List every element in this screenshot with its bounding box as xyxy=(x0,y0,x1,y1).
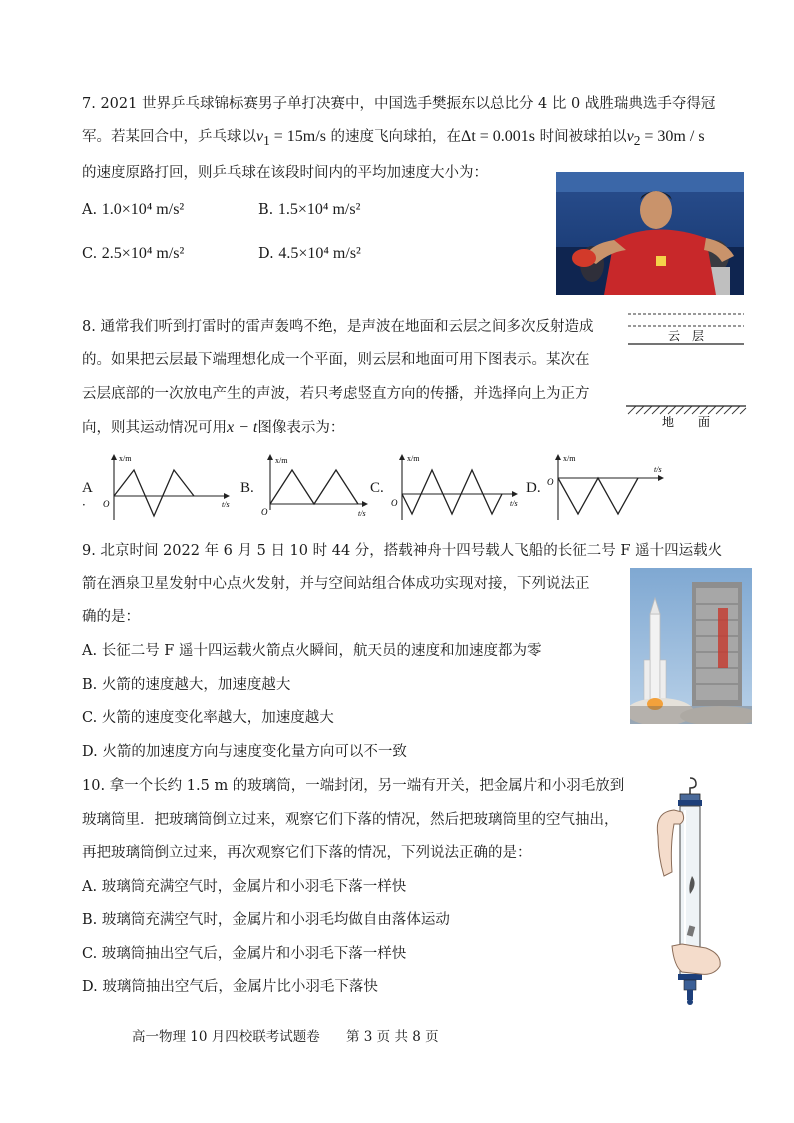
q10-option-b-label: B. xyxy=(82,912,98,928)
q9-option-b-text: 火箭的速度越大，加速度越大 xyxy=(101,677,291,693)
q7-option-d-text: 4.5×10⁴ m/s² xyxy=(278,245,361,262)
lower-hand xyxy=(672,944,720,974)
q9-option-a xyxy=(82,641,541,661)
footer-page-number: 第 3 页 共 8 页 xyxy=(346,1029,439,1045)
q8-line2: 的。如果把云层最下端理想化成一个平面，则云层和地面可用下图表示。某次在 xyxy=(82,352,590,368)
q8-graph-d-label: D. xyxy=(526,480,541,496)
q9-option-c-text: 火箭的速度变化率越大，加速度越大 xyxy=(101,710,334,726)
q10-option-d xyxy=(82,977,378,997)
q7-option-d xyxy=(258,244,361,264)
q7-option-c-text: 2.5×10⁴ m/s² xyxy=(101,245,185,262)
q8-graph-d-origin: O xyxy=(547,477,554,487)
q10-option-a-text: 玻璃筒充满空气时，金属片和小羽毛下落一样快 xyxy=(101,879,407,895)
q7-option-c xyxy=(82,244,184,264)
hook-icon xyxy=(690,778,696,794)
q9-option-d xyxy=(82,742,407,762)
q7-v1-val: = 15m/s xyxy=(269,128,326,145)
q7-v2-val: = 30m / s xyxy=(640,128,705,145)
ground-hatching xyxy=(628,406,746,414)
q10-line3: 再把玻璃筒倒立过来，再次观察它们下落的情况，下列说法正确的是： xyxy=(82,845,532,861)
q8-graph-a-xlabel: t/s xyxy=(222,500,230,509)
q8-graph-c-origin: O xyxy=(391,498,398,508)
q8-graph-b-curve xyxy=(270,470,358,504)
q8-graph-b-origin: O xyxy=(261,507,268,517)
q8-graph-c-curve xyxy=(402,470,502,514)
q7-line2-b: 的速度飞向球拍，在 xyxy=(325,129,462,145)
q9-line1: 9. 北京时间 2022 年 6 月 5 日 10 时 44 分，搭载神舟十四号载人飞船的长征二号 F 遥十四运载火 xyxy=(82,543,723,559)
q7-v2-sub: 2 xyxy=(633,133,641,149)
q8-graph-c-ylabel: x/m xyxy=(407,454,420,463)
q8-graph-b-label: B. xyxy=(240,480,254,496)
q8-graph-a-dot: ． xyxy=(82,494,95,508)
q7-line3: 的速度原路打回，则乒乓球在该段时间内的平均加速度大小为： xyxy=(82,165,488,181)
q7-option-b xyxy=(258,200,360,220)
q10-option-a xyxy=(82,877,406,897)
q8-graph-d xyxy=(544,452,684,522)
q9-option-a-text: 长征二号 F 遥十四运载火箭点火瞬间，航天员的速度和加速度都为零 xyxy=(101,643,542,659)
q8-graph-a-curve xyxy=(114,470,194,516)
q8-graph-a-origin: O xyxy=(103,499,110,509)
q10-option-a-label: A. xyxy=(82,879,98,895)
q8-line3: 云层底部的一次放电产生的声波，若只考虑竖直方向的传播，并选择向上为正方 xyxy=(82,386,590,402)
q10-option-d-label: D. xyxy=(82,979,98,995)
q10-line2: 玻璃筒里．把玻璃筒倒立过来，观察它们下落的情况，然后把玻璃筒里的空气抽出， xyxy=(82,812,619,828)
q10-option-c xyxy=(82,944,406,964)
q10-option-b-text: 玻璃筒充满空气时，金属片和小羽毛均做自由落体运动 xyxy=(101,912,450,928)
q8-graph-c xyxy=(388,452,528,522)
cloud-ground-diagram xyxy=(624,308,748,432)
q8-line1: 8. 通常我们听到打雷时的雷声轰鸣不绝，是声波在地面和云层之间多次反射造成 xyxy=(82,319,594,335)
q8-graph-d-curve xyxy=(558,478,638,514)
q7-v2: v xyxy=(626,128,634,145)
q9-option-c xyxy=(82,708,334,728)
q7-option-b-text: 1.5×10⁴ m/s² xyxy=(277,201,361,218)
q7-option-c-label: C. xyxy=(82,246,98,262)
q10-line1: 10. 拿一个长约 1.5 m 的玻璃筒，一端封闭，另一端有开关，把金属片和小羽毛放到 xyxy=(82,778,625,794)
q7-option-a xyxy=(82,200,184,220)
q7-option-a-label: A. xyxy=(82,202,98,218)
q8-line4-a: 向，则其运动情况可用 xyxy=(82,420,227,436)
q9-line2: 箭在酒泉卫星发射中心点火发射，并与空间站组合体成功实现对接，下列说法正 xyxy=(82,576,590,592)
footer-exam-title: 高一物理 10 月四校联考试题卷 xyxy=(132,1029,320,1045)
q8-xt-math: x − t xyxy=(227,419,258,436)
q8-graph-options xyxy=(80,452,760,524)
q10-option-c-label: C. xyxy=(82,946,98,962)
q8-graph-a-ylabel: x/m xyxy=(119,454,132,463)
q10-option-b xyxy=(82,910,450,930)
q8-graph-c-label: C. xyxy=(370,480,384,496)
q7-option-a-text: 1.0×10⁴ m/s² xyxy=(101,201,185,218)
q7-line2-c: 时间被球拍以 xyxy=(535,129,627,145)
q7-dt: Δt = 0.001s xyxy=(461,128,536,145)
q8-graph-c-xlabel: t/s xyxy=(510,499,518,508)
q10-option-c-text: 玻璃筒抽出空气后，金属片和小羽毛下落一样快 xyxy=(101,946,407,962)
q8-graph-d-ylabel: x/m xyxy=(563,454,576,463)
q9-option-d-text: 火箭的加速度方向与速度变化量方向可以不一致 xyxy=(102,744,407,760)
ground-label: 地 面 xyxy=(661,415,711,429)
q10-option-d-text: 玻璃筒抽出空气后，金属片比小羽毛下落快 xyxy=(102,979,378,995)
q7-line2 xyxy=(82,127,705,151)
q7-line1: 7. 2021 世界乒乓球锦标赛男子单打决赛中，中国选手樊振东以总比分 4 比 0 战胜瑞典选手夺得冠 xyxy=(82,96,716,112)
q9-option-d-label: D. xyxy=(82,744,98,760)
table-tennis-photo xyxy=(556,172,744,295)
glass-tube-illustration xyxy=(652,776,728,1008)
rocket-launch-photo xyxy=(630,568,752,724)
q8-graph-b xyxy=(258,452,378,522)
q8-graph-b-ylabel: x/m xyxy=(275,456,288,465)
cloud-label: 云 层 xyxy=(667,329,705,343)
q7-v1-sub: 1 xyxy=(263,133,270,149)
q8-line4 xyxy=(82,418,344,438)
q7-v1: v xyxy=(256,128,264,145)
q9-line3: 确的是： xyxy=(82,609,140,625)
q9-option-a-label: A. xyxy=(82,643,98,659)
q7-option-b-label: B. xyxy=(258,202,274,218)
q9-option-b xyxy=(82,675,290,695)
q8-graph-a-label: A xyxy=(82,480,93,496)
q9-option-b-label: B. xyxy=(82,677,98,693)
q8-line4-b: 图像表示为： xyxy=(257,420,345,436)
q7-line2-a: 军。若某回合中，乒乓球以 xyxy=(82,129,256,145)
q8-graph-a xyxy=(100,452,240,522)
q8-graph-b-xlabel: t/s xyxy=(358,509,366,518)
q9-option-c-label: C. xyxy=(82,710,98,726)
q8-graph-d-xlabel: t/s xyxy=(654,465,662,474)
q7-option-d-label: D. xyxy=(258,246,274,262)
